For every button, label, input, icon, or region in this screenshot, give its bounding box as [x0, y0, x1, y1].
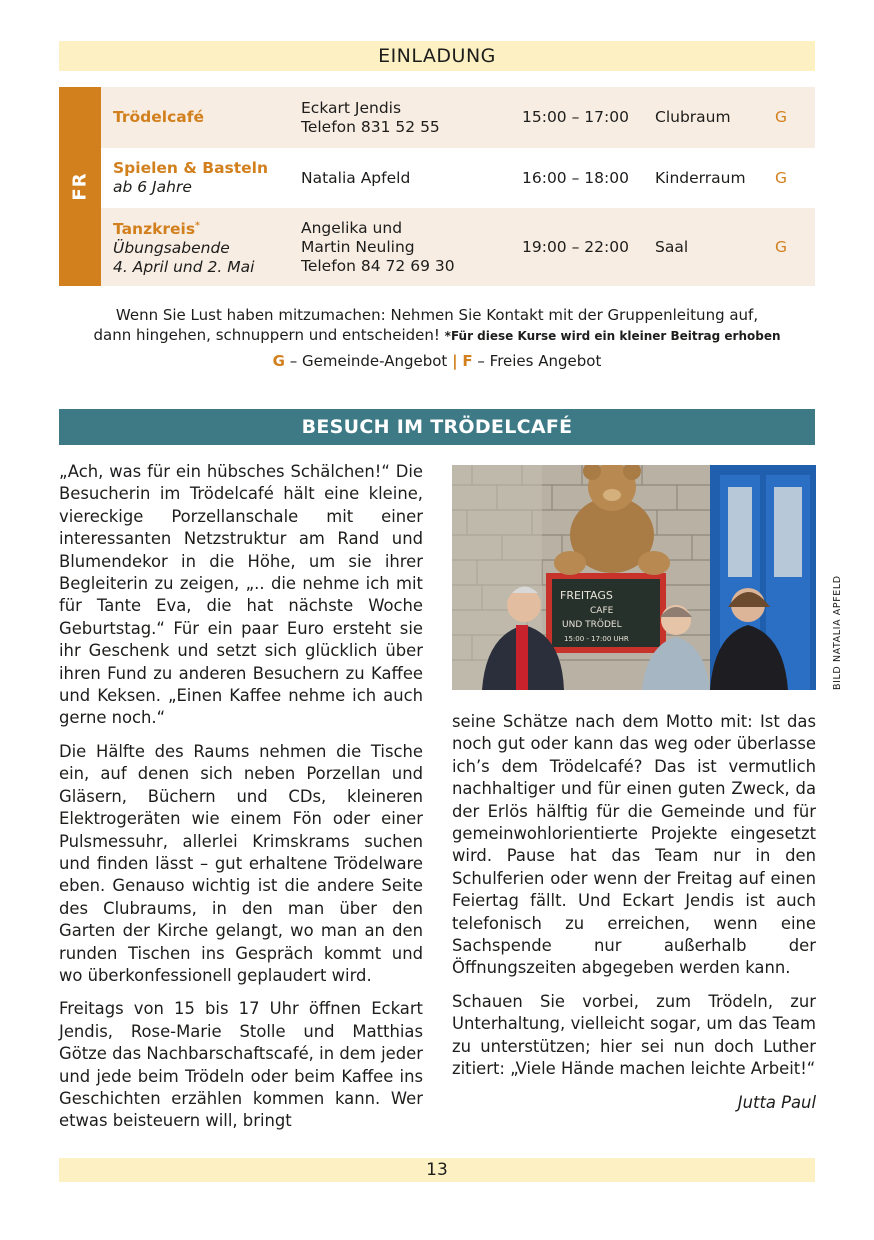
- note-line-2-wrap: [59, 325, 815, 346]
- contact-phone: Telefon 84 72 69 30: [301, 256, 455, 275]
- sign-line-4: 15:00 - 17:00 UHR: [564, 635, 629, 643]
- article-paragraph: Freitags von 15 bis 17 Uhr öffnen Eckart Jendis, Rose-Marie Stolle und Matthias Götze das Nachbarschaftscafé, in dem jeder und jede beim Trödeln oder beim Kaffee ins Geschichten erzählen kommen kann. Wer etwas beisteuern will, bringt: [59, 999, 423, 1131]
- course-subtitle: Übungsabende: [113, 239, 230, 258]
- contact-phone: Telefon 831 52 55: [301, 117, 440, 136]
- article-paragraph: „Ach, was für ein hübsches Schälchen!“ Die Besucherin im Trödelcafé hält eine kleine, viereckige Porzellanschale mit einer interessanten Netzstruktur am Rand und Blumendekor in die Höhe, um sie ihrer Begleiterin zu zeigen, „.. die nehme ich mit für Tante Eva, die hat nächste Woche Geburtstag.“ Für ein paar Euro ersteht sie ihr Geschenk und setzt sich glücklich über ihren Fund zu anderen Besuchern zu Kaffee und Keksen. „Einen Kaffee nehme ich auch gerne noch.“: [59, 462, 423, 728]
- credit-name: NATALIA APFELD: [832, 575, 843, 663]
- sign-line-1: FREITAGS: [560, 589, 613, 602]
- legend-f-letter: F: [462, 352, 473, 370]
- day-tab: [59, 87, 101, 286]
- course-dates: 4. April und 2. Mai: [113, 258, 255, 277]
- course-cell: [113, 208, 298, 286]
- article-heading-bar: [59, 409, 815, 445]
- room-cell: Kinderraum: [655, 168, 746, 187]
- course-title: Spielen & Basteln: [113, 159, 269, 177]
- course-cell: [113, 87, 298, 148]
- contact-cell: [301, 87, 516, 148]
- course-title: Tanzkreis: [113, 220, 196, 239]
- course-cell: [113, 148, 298, 208]
- offer-tag: G: [775, 108, 788, 126]
- einladung-header: [59, 41, 815, 71]
- article-paragraph: Die Hälfte des Raums nehmen die Tische ein, auf denen sich neben Porzellan und Gläsern, Büchern und CDs, kleineren Elektrogeräten wie einem Fön oder einer Pulsmessuhr, allerlei Krimskrams suchen und finden lässt – gut erhaltene Trödelware eben. Genauso wichtig ist die andere Seite des Clubraums, in den man über den Garten der Kirche gelangt, wo man an den runden Tischen ins Gespräch kommt und wo überkonfessionell geplaudert wird.: [59, 741, 423, 985]
- schedule-table: [59, 87, 815, 286]
- time-cell: 19:00 – 22:00: [522, 237, 629, 256]
- legend-separator: |: [452, 352, 458, 370]
- participation-note: [59, 305, 815, 346]
- note-line-2: dann hingehen, schnuppern und entscheiden!: [93, 326, 440, 344]
- legend-g-letter: G: [272, 352, 285, 370]
- footnote-text: *Für diese Kurse wird ein kleiner Beitrag erhoben: [444, 329, 781, 343]
- einladung-title: EINLADUNG: [378, 45, 496, 67]
- article-heading: BESUCH IM TRÖDELCAFÉ: [301, 416, 573, 438]
- sign-line-3: UND TRÖDEL: [562, 620, 622, 630]
- course-title: Trödelcafé: [113, 108, 204, 126]
- contact-name-2: Martin Neuling: [301, 237, 415, 256]
- footnote-mark: *: [195, 220, 200, 231]
- contact-name: Eckart Jendis: [301, 98, 402, 117]
- page-footer: [59, 1158, 815, 1182]
- article-column-left: [59, 461, 423, 1144]
- page-number: 13: [426, 1160, 448, 1180]
- schedule-row-tanzkreis: [101, 208, 815, 286]
- article-author: Jutta Paul: [737, 1092, 816, 1112]
- sign-line-2: CAFE: [590, 606, 614, 616]
- course-subtitle: ab 6 Jahre: [113, 178, 192, 196]
- photo-credit: [832, 575, 843, 690]
- credit-label: BILD: [832, 665, 843, 690]
- article-paragraph: Schauen Sie vorbei, zum Trödeln, zur Unterhaltung, vielleicht sogar, um das Team zu unterstützen; hier sei nun doch Luther zitiert: „Viele Hände machen leichte Arbeit!“: [452, 991, 816, 1079]
- legend-f-text: – Freies Angebot: [477, 352, 602, 370]
- schedule-row-troedelcafe: [101, 87, 815, 148]
- offer-tag: G: [775, 237, 788, 256]
- contact-name: Natalia Apfeld: [301, 168, 411, 187]
- legend-g-text: – Gemeinde-Angebot: [289, 352, 448, 370]
- note-line-1: Wenn Sie Lust haben mitzumachen: Nehmen Sie Kontakt mit der Gruppenleitung auf,: [115, 306, 759, 324]
- schedule-rows: [101, 87, 815, 286]
- photo-illustration: [452, 465, 816, 690]
- article-photo: [452, 465, 816, 690]
- offer-tag: G: [775, 168, 788, 187]
- offer-legend: [59, 351, 815, 371]
- contact-cell: [301, 208, 516, 286]
- time-cell: 16:00 – 18:00: [522, 168, 629, 187]
- room-cell: Saal: [655, 237, 689, 256]
- article-column-right: [452, 711, 816, 1125]
- course-title-line: [113, 217, 298, 239]
- schedule-row-spielen: [101, 148, 815, 208]
- contact-cell: [301, 148, 516, 208]
- contact-name: Angelika und: [301, 218, 403, 237]
- time-cell: 15:00 – 17:00: [522, 108, 629, 126]
- room-cell: Clubraum: [655, 108, 731, 126]
- article-paragraph: seine Schätze nach dem Motto mit: Ist das noch gut oder kann das weg oder überlasse ich’s dem Trödelcafé? Das ist vermutlich nachhaltiger und für einen guten Zweck, da der Erlös hälftig für die Gemeinde und für gemeinwohlorientierte Projekte eingesetzt wird. Pause hat das Team nur in den Schulferien oder wenn der Freitag auf einen Feiertag fällt. Und Eckart Jendis ist auch telefonisch zu erreichen, wenn eine Sachspende nur außerhalb der Öffnungszeiten abgegeben werden kann.: [452, 712, 816, 978]
- day-label: FR: [69, 172, 91, 201]
